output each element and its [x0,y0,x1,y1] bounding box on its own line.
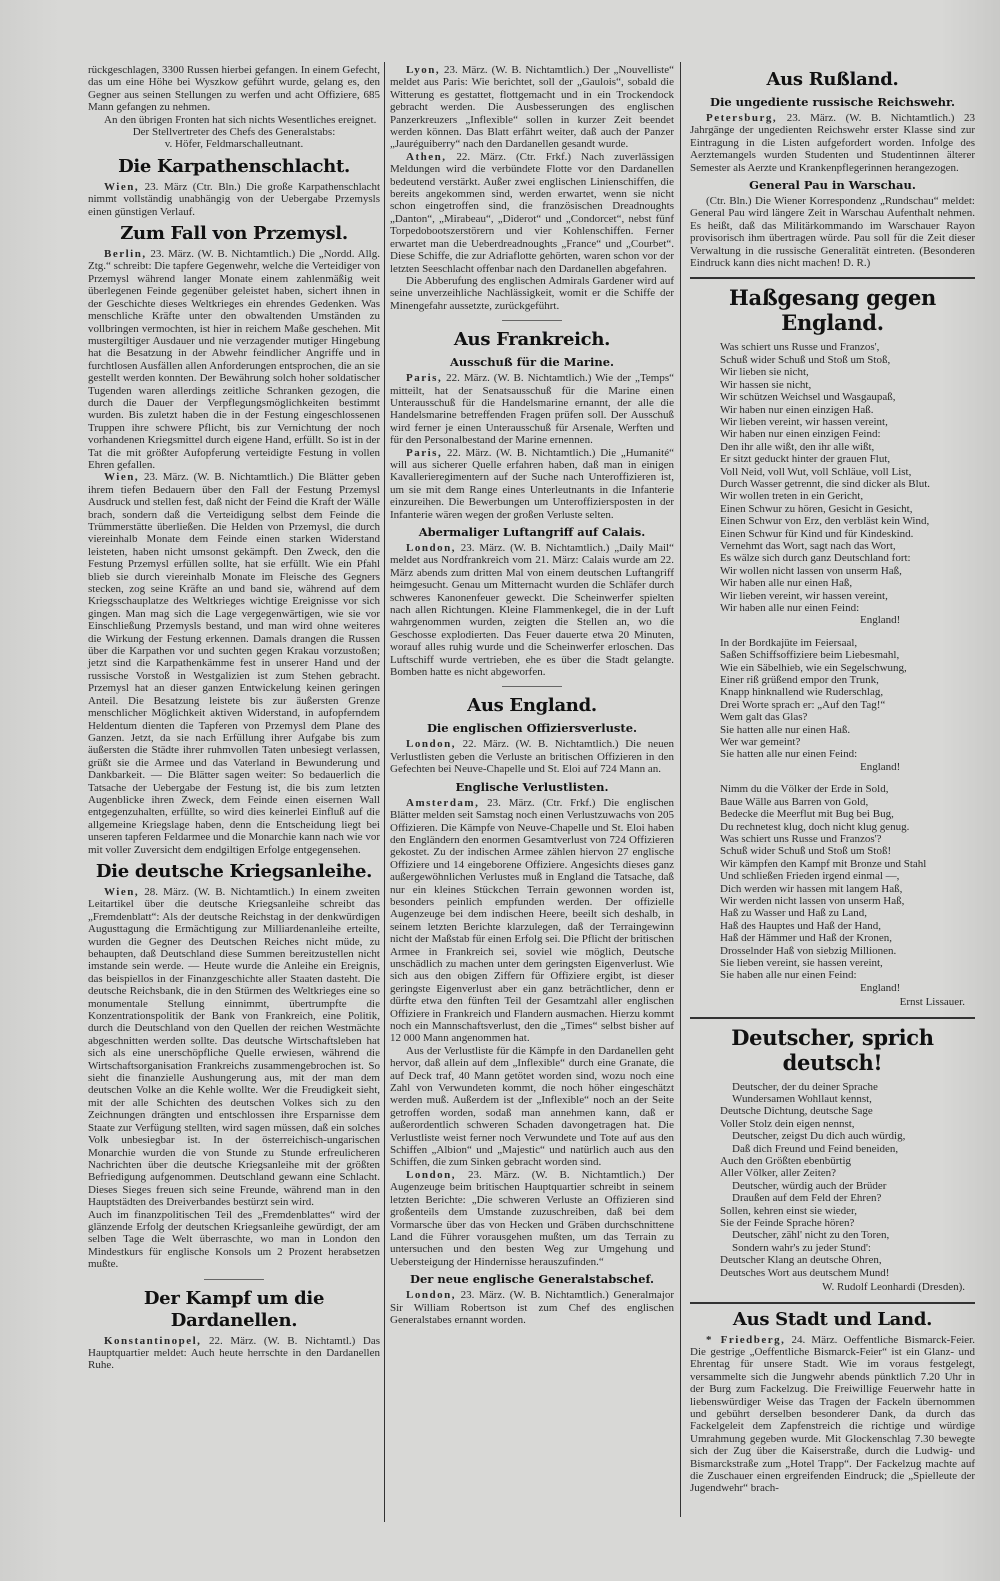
paragraph-text: Die Abberufung des englischen Admirals Gardener wird auf seine unverzeihliche Nachlässigkeit, womit er die Schiffe der Minengefahr aussetzte, zurückgeführt. [390,274,674,312]
dateline: London, [406,1289,456,1302]
paragraph-text: 24. März. Oeffentliche Bismarck-Feier. Die gestrige „Oeffentliche Bismarck-Feier“ ist ein Glanz- und Ehrentag für unsere Stadt. Wie im voraus festgelegt, versammelte sich die Jungwehr abends pünktlich 7.20 Uhr in der Burg zum Fackelzug. Die Freiwillige Feuerwehr hatte in liebenswürdiger Weise das Tragen der Fackeln übernommen und gebührt derselben besonderer Dank, da durch das Fackelgeleit dem Zapfenstreich die richtige und würdige Umrahmung gegeben wurde. Mit Glockenschlag 7.30 bewegte sich der Zug über die Kaiserstraße, durch die Ludwig- und Bismarckstraße zum „Hotel Trapp“. Der Fackelzug machte auf die Zuschauer einen ergreifenden Eindruck; die „Spielleute der Jugendwehr“ brach- [690,1333,975,1495]
poem-line: Deutscher, würdig auch der Brüder [732,1179,887,1192]
poem-line: Haß des Hauptes und Haß der Hand, [720,919,881,932]
dateline: Paris, [406,372,443,385]
poem-line: Voller Stolz dein eigen nennst, [720,1117,855,1130]
poem-author: Ernst Lissauer. [899,996,965,1009]
poem [720,1081,975,1280]
poem-line: Vernehmt das Wort, sagt nach das Wort, [720,539,896,552]
poem-line: Deutscher, zähl' nicht zu den Toren, [732,1229,890,1242]
dateline: Konstantinopel, [104,1334,202,1347]
poem-line: Wir schützen Weichsel und Wasgaupaß, [720,391,896,404]
poem-line: Wir werden nicht lassen von unserm Haß, [720,894,905,907]
poem-line: Voll Neid, voll Wut, voll Schläue, voll List, [720,465,912,478]
article-headline: Die Karpathenschlacht. [118,155,350,177]
section-divider [690,277,975,279]
poem-line: Drei Worte sprach er: „Auf den Tag!“ [720,698,886,711]
article-paragraph [390,151,674,275]
dateline: Wien, [104,471,140,484]
article-headline: Zum Fall von Przemysl. [120,223,348,245]
poem-line: Wir hassen sie nicht, [720,378,812,391]
poem-line: Schuß wider Schuß und Stoß um Stoß, [720,353,891,366]
paragraph-text: 23. März. (W. B. Nichtamtlich.) Der „Nouvelliste“ meldet aus Paris: Wie berichtet, soll der „Gaulois“, sobald die Witterung es gestattet, flottgemacht und in ein Trockendock gebracht werden. Die Ausbesserungen des englischen Panzerkreuzers „Inflexible“ sollen in kurzer Zeit beendet werden können. Das Blatt erfährt weiter, daß auch der Panzer „Jauréguiberry“ nach den Dardanellen gesandt wurde. [390,64,674,151]
poem-line: Wir haben alle nur einen Haß, [720,577,853,590]
short-divider [204,1279,264,1280]
article-paragraph [390,1045,674,1169]
poem-line: Und schließen Frieden irgend einmal —, [720,870,900,883]
poem-line: Was schiert uns Russe und Franzos', [720,341,880,354]
column-right [690,64,975,1495]
poem-refrain: England! [860,614,901,627]
poem-line: Draußen auf dem Feld der Ehren? [732,1192,882,1205]
poem-line: Bedecke die Meerflut mit Bug bei Bug, [720,808,894,821]
poem-line: Dich werden wir hassen mit langem Haß, [720,882,903,895]
paragraph-text: 23. März. (W. B. Nichtamtlich.) „Daily Mail“ meldet aus Nordfrankreich vom 21. März: Calais wurde am 22. März abends zum dritten Mal von einem deutschen Luftangriff heimgesucht. Genau um Mitternacht wurden die Schläfer durch schweres Kanonenfeuer geweckt. Die Scheinwerfer spielten nach allen Richtungen. Kleine Flammenkegel, die in der Luft wahrgenommen wurden, zeigten die Stellen an, wo die Geschosse explodierten. Das Feuer dauerte etwa 20 Minuten, worauf alles ruhig wurde und die Scheinwerfer erloschen. Das Luftschiff wurde vertrieben, ehe es über die Stadt gelangte. Bomben hatte es nicht abgeworfen. [390,542,674,679]
poem-line: Aller Völker, aller Zeiten? [720,1167,837,1180]
dateline: Amsterdam, [406,796,480,809]
poem-line: In der Bordkajüte im Feiersaal, [720,636,858,649]
article-paragraph [88,64,380,114]
dateline: Lyon, [406,64,441,76]
poem-line: Sie der Feinde Sprache hören? [720,1217,855,1230]
poem-line: Einen Schwur zu hören, Gesicht in Gesicht, [720,502,913,515]
poem-line: Baue Wälle aus Barren von Gold, [720,795,869,808]
column-rule [384,62,385,1522]
signature-line: v. Höfer, Feldmarschalleutnant. [164,138,304,151]
paragraph-text: 22. März. (W. B. Nichtamtlich.) Die „Humanité“ will aus sicherer Quelle erfahren haben, daß man in einigen Kavallerieregimentern auf der Suche nach Unteroffizieren ist, um sie mit dem Range eines Unterleutnants in die Infanterie einzureihen. Die Bewerbungen um Unteroffiziersposten in der Infanterie wären wegen der großen Verluste selten. [390,446,674,521]
paragraph-text: Aus der Verlustliste für die Kämpfe in den Dardanellen geht hervor, daß allein auf dem „Inflexible“ durch eine Granate, die auf Deck traf, 40 Mann getötet worden sind, wozu noch eine Zahl von Verwundeten kommt, die noch höher eingeschätzt werden muß. Außerdem ist der „Inflexible“ noch an der Seite getroffen worden, sodaß man annehmen kann, daß er außerordentlich schweren Schaden davongetragen hat. Die Verlustliste weist ferner noch Verwundete und Tote auf aus den Schiffen „Albion“ und „Majestic“ und natürlich auch aus den Schiffen, die zum Sinken gebracht worden sind. [390,1044,674,1169]
paragraph-text: 23. März. (W. B. Nichtamtlich.) Generalmajor Sir William Robertson ist zum Chef des englischen Generalstabes ernannt worden. [390,1289,674,1326]
article-paragraph [390,1289,674,1326]
signature-line: Der Stellvertreter des Chefs des Generalstabs: [132,126,336,139]
poem-line: Schuß wider Schuß und Stoß um Stoß! [720,845,892,858]
article-headline: Aus Frankreich. [453,329,611,351]
dateline: London, [406,1168,456,1181]
dateline: Berlin, [104,248,147,261]
paragraph-text: An den übrigen Fronten hat sich nichts Wesentliches ereignet. [104,113,377,126]
article-paragraph [88,1335,380,1372]
poem-line: Sondern wahr's zu jeder Stund': [732,1241,871,1254]
signature [88,126,380,151]
poem-line: Einer riß grüßend empor den Trunk, [720,674,879,687]
article-paragraph [690,1334,975,1495]
article-paragraph [690,112,975,174]
article-headline: Der Kampf um die Dardanellen. [143,1287,325,1331]
poem-line: Sie hatten alle nur einen Haß. [720,723,851,736]
poem [720,341,975,994]
article-paragraph [390,64,674,151]
poem-line: Nimm du die Völker der Erde in Sold, [720,783,889,796]
dateline: Petersburg, [706,112,778,124]
article-subheadline: Die ungediente russische Reichswehr. [709,95,956,109]
paragraph-text: 22. März. (Ctr. Frkf.) Nach zuverlässigen Meldungen wird die verbündete Flotte vor den Dardanellen bedeutend verstärkt. Außer zwei englischen Linienschiffen, die bereits angekommen sind, werden erwartet, wenn sie nicht schon eingetroffen sind, die französischen Dreadnoughts „Danton“, „Mirabeau“, „Diderot“ und „Condorcet“, nebst fünf Torpedobootszerstörern und vier Kohlenschiffen. Ferner erwartet man die Ueberdreadnoughts „France“ und „Courbet“. Diese Schiffe, die zur Adriaflotte gehörten, waren schon vor der letzten Seeschlacht offenbar nach den Dardanellen abgefahren. [390,150,674,275]
article-paragraph [88,114,380,126]
article-paragraph [88,181,380,218]
article-paragraph [390,275,674,312]
article-headline: Die deutsche Kriegsanleihe. [95,860,373,882]
article-headline: Aus England. [467,695,597,717]
column-rule [680,62,681,1517]
article-headline: Haßgesang gegen England. [729,285,936,336]
stanza-gap [720,627,975,637]
paragraph-text: 22. März. (W. B. Nichtamtl.) Das Hauptquartier meldet: Auch heute herrschte in den Dardanellen Ruhe. [88,1334,380,1372]
poem-line: Knapp hinknallend wie Ruderschlag, [720,686,884,699]
poem-line: Sollen, kehren einst sie wieder, [720,1204,858,1217]
article-paragraph [390,542,674,678]
poem-refrain: England! [860,760,901,773]
article-paragraph [88,471,380,856]
poem-line: Sie hatten alle nur einen Feind: [720,748,858,761]
poem-line: Wir haben alle nur einen Feind: [720,602,860,614]
dateline: Athen, [406,150,447,163]
paragraph-text: 22. März. (W. B. Nichtamtlich.) Wie der „Temps“ mitteilt, hat der Senatsausschuß für die Marine einen Unterausschuß für die Handelsmarine ernannt, der alle die Handelsmarine betreffenden Fragen prüfen soll. Der Ausschuß wird ferner je einen Unterausschuß für Arsenale, Werften und für den Personalbestand der Marine ernennen. [390,372,674,447]
poem-refrain: England! [860,981,901,994]
short-divider [502,686,562,687]
paragraph-text: 22. März. (W. B. Nichtamtlich.) Die neuen Verlustlisten geben die Verluste an britischen Offizieren in den Gefechten bei Neuve-Chapelle und St. Eloi auf 724 Mann an. [390,738,674,776]
paragraph-text: 23. März. (W. B. Nichtamtlich.) Die Blätter geben ihrem tiefen Bedauern über den Fall der Festung Przemysl Ausdruck und stellen fest, daß nicht der Feind die Kraft der Wälle brach, sondern daß die Verteidigung selbst dem Feinde die Trümmerstätte überließen. Die Helden von Przemysl, die durch viereinhalb Monate dem Feinde einen starken Widerstand leisteten, haben nicht umsonst gekämpft. Den Zweck, den die Festung Przemysl erfüllen sollte, hat sie erfüllt. Wie ein Pfahl blieb sie durch viereinhalb Monate im Fleische des Gegners stecken, zog seine Kräfte an und band sie, während auf dem Kriegsschauplatze des Weltkrieges wichtige Ereignisse vor sich gingen. Man mag sich die Lage vergegenwärtigen, wie sie vor Einschließung Przemysls bestand, und man wird ohne weiteres die Wirkung der Festung erkennen. Damals drangen die Russen über die Karpathen vor und suchten gegen Krakau vorzustoßen; jetzt sind die Karpathenkämme fest in unserer Hand und der russische Vorstoß in Westgalizien ist zum Stehen gebracht. Przemysl hat an dieser ganzen Entwickelung keinen geringen Anteil. Die Besatzung leistete bis zur äußersten Grenze menschlicher Möglichkeit aktiven Widerstand, in aufopferndem Heldentum dienten die Tapferen von Przemysl dem Plane des Ganzen. Jetzt, da sie nach Erfüllung ihrer Aufgabe bis zum äußersten die Städte ihrer ruhmvollen Taten unbesiegt verlassen, grüßt sie die Armee und das Vaterland in Bewunderung und Dankbarkeit. — Die Blätter sagen weiter: So bedauerlich die Tatsache der Uebergabe der Festung ist, die bis zum letzten Augenblicke ihren Zweck, dem Feinde einen eisernen Wall entgegenzuhalten, erfüllte, so wird dies keinerlei Einfluß auf die allgemeine Kriegslage haben, denn die Entscheidung liegt bei unseren tapferen Feldarmee und die Monarchie kann nach wie vor mit voller Zuversicht dem endgiltigen Erfolge entgegensehen. [88,471,380,856]
article-subheadline: Abermaliger Luftangriff auf Calais. [418,525,646,539]
dateline: * Friedberg, [706,1333,786,1346]
paragraph-text: 23. März. (W. B. Nichtamtlich.) 23 Jahrgänge der ungedienten Reichswehr erster Klasse sind zur Eintragung in die Listen aufgefordert worden. Infolge des Aerztemangels wurden Studenten und Studentinnen älterer Semester als Aerzte und Krankenpflegerinnen herangezogen. [690,112,975,174]
poem-line: Deutscher, zeigst Du dich auch würdig, [732,1130,906,1143]
poem-line: Auch den Größten ebenbürtig [720,1155,852,1168]
poem-line: Du rechnetest klug, doch nicht klug genug. [720,820,910,833]
poem-line: Wir wollen nicht lassen von unserm Haß, [720,564,902,577]
paragraph-text: 28. März. (W. B. Nichtamtlich.) In einem zweiten Leitartikel über die deutsche Kriegsanleihe schreibt das „Fremdenblatt“: Als der deutsche Reichstag in der denkwürdigen Augusttagung die Ermächtigung zur Milliardenanleihe erteilte, wurden die Gegner des Deutschen Reiches nicht müde, zu behaupten, daß Deutschland diese Summen bereitzustellen nicht imstande sein werde. — Heute wurde die Anleihe ein Ereignis, das beispiellos in der Finanzgeschichte aller Staaten dasteht. Die deutsche Reichsbank, die in den Stürmen des Weltkrieges eine so monumentale Stellung einnimmt, übertrumpfte die Konzentrationspolitik der Bank von Frankreich, eine Politik, durch die Deutschland von den Quellen der reichen Westmächte abgeschnitten werden sollte. Das deutsche Wirtschaftsleben hat sich als eine unerschöpfliche Quelle erwiesen, während die Wirtschaftsorganisation Frankreichs zusammengebrochen ist. So sieht die finanzielle Aushungerung aus, mit der man dem deutschen Volke an die Kehle wollte. Wer die Freudigkeit sieht, mit der alle Schichten des deutschen Volkes sich zu den Zeichnungen drängten und entschlossen ihre Ersparnisse dem Staate zur Verfügung stellten, wird sagen müssen, daß ein solches Volk unbesiegbar ist. In der österreichisch-ungarischen Monarchie wurden die von Stunde zu Stunde erfreulicheren Nachrichten über die deutsche Kriegsanleihe mit der größten Befriedigung aufgenommen. Deutschland gewann eine Schlacht. Dieses Sieges freuen sich seine Freunde, während man in den Hauptstädten des Dreiverbandes bestürzt sein wird. [88,885,380,1209]
dateline: Wien, [104,885,140,898]
paragraph-text: 23. März. (W. B. Nichtamtlich.) Die „Nordd. Allg. Ztg.“ schreibt: Die tapfere Gegenwehr, welche die Verteidiger von Przemysl während langer Monate einem zahlenmäßig weit überlegenen Feinde gegenüber geleistet haben, sichert ihnen in der Geschichte dieses Weltkrieges ein ehrendes Gedenken. Was menschliche Kräfte unter den obwaltenden Umständen zu vollbringen vermochten, ist hier in reichem Maße geschehen. Mit mustergiltiger Ausdauer und nie verzagender mutiger Hingebung hat die Besatzung in der Abwehr feindlicher Angriffe und in furchtlosen Ausfällen allen Anforderungen entsprochen, die an sie gestellt werden konnten. Der Bewährung solch hoher soldatischer Tugenden waren allerdings zeitliche Schranken gezogen, die durch die Dauer der Verpflegungsmöglichkeiten bestimmt wurden. Bis zuletzt haben die in der Festung eingeschlossenen Truppen ihre schwere Pflicht, bis zur Vernichtung der noch vorhandenen Kriegsmittel durch eigene Hand, erfüllt. So ist in der Tat die mit größter Aufopferung verteidigte Festung in vollen Ehren gefallen. [88,248,380,471]
poem-line: Wir kämpfen den Kampf mit Bronze und Stahl [720,857,927,870]
stanza-gap [720,773,975,783]
article-headline: Aus Rußland. [766,69,899,90]
poem-line: Drosselnder Haß von siebzig Millionen. [720,944,897,957]
column-left [88,64,380,1372]
article-headline: Deutscher, sprich deutsch! [731,1024,934,1075]
article-subheadline: Ausschuß für die Marine. [449,355,615,370]
poem-line: Einen Schwur von Erz, den verbläst kein Wind, [720,515,930,528]
article-paragraph [390,738,674,775]
poem-line: Deutsche Dichtung, deutsche Sage [720,1105,873,1118]
poem-line: Wir haben nur einen einzigen Haß. [720,403,874,416]
poem-line: Wir lieben sie nicht, [720,366,809,379]
poem-line: Wem galt das Glas? [720,711,808,724]
dateline: Wien, [104,180,140,193]
column-middle [390,64,674,1326]
article-paragraph [690,195,975,269]
paragraph-text: 23. März (Ctr. Bln.) Die große Karpathenschlacht nimmt vollständig unabhängig von der Uebergabe Przemysls einen günstigen Verlauf. [88,180,380,218]
article-paragraph [88,248,380,471]
section-divider [690,1017,975,1019]
article-subheadline: General Pau in Warschau. [749,178,916,193]
poem-line: Saßen Schiffsoffiziere beim Liebesmahl, [720,649,900,662]
poem-line: Er sitzt geduckt hinter der grauen Flut, [720,453,891,466]
poem-line: Deutscher, der du deiner Sprache [732,1080,878,1093]
poem-line: Durch Wasser getrennt, die sind dicker als Blut. [720,477,930,490]
poem-line: Was schiert uns Russe und Franzos'? [720,832,882,845]
article-paragraph [390,372,674,446]
poem-author: W. Rudolf Leonhardi (Dresden). [822,1281,965,1294]
article-subheadline: Der neue englische Generalstabschef. [410,1272,654,1287]
poem-line: Wir haben nur einen einzigen Feind: [720,428,881,441]
poem-line: Deutscher Klang an deutsche Ohren, [720,1254,882,1267]
article-paragraph [88,886,380,1209]
section-divider [690,1302,975,1304]
article-paragraph [88,1209,380,1271]
poem-line: Haß zu Wasser und Haß zu Land, [720,907,868,920]
article-subheadline: Englische Verlustlisten. [455,779,609,794]
poem-line: Wie ein Säbelhieb, wie ein Segelschwung, [720,661,907,674]
article-headline: Aus Stadt und Land. [732,1308,933,1330]
paragraph-text: Auch im finanzpolitischen Teil des „Fremdenblattes“ wird der glänzende Erfolg der deutschen Kriegsanleihe gewürdigt, der am selben Tage die Welt überraschte, wo man in London den Mindestkurs für englische Konsols um 2 Prozent herabsetzen mußte. [88,1208,380,1271]
poem-line: Wir lieben vereint, wir hassen vereint, [720,589,888,602]
poem-line: Haß der Hämmer und Haß der Kronen, [720,932,892,945]
short-divider [502,320,562,321]
poem-line: Wundersamen Wohllaut kennst, [732,1093,872,1105]
poem-line: Deutsches Wort aus deutschem Mund! [720,1266,890,1279]
dateline: London, [406,542,456,554]
poem-line: Wir wollen treten in ein Gericht, [720,490,864,503]
article-paragraph [390,447,674,521]
dateline: Paris, [406,446,443,459]
paragraph-text: (Ctr. Bln.) Die Wiener Korrespondenz „Rundschau“ meldet: General Pau wird längere Zeit in Warschau Aufenthalt nehmen. Es heißt, daß das Militärkommando im Warschauer Rayon provisorisch ihm übertragen würde. Pau soll für die Zeit dieser Verwaltung in die russische Generalität eintreten. (Besonderen Eindruck kann dies nicht machen! D. R.) [690,195,975,270]
article-paragraph [390,1169,674,1268]
poem-line: Einen Schwur für Kind und für Kindeskind. [720,527,914,540]
poem-line: Wir lieben vereint, wir hassen vereint, [720,415,888,428]
poem-line: Daß dich Freund und Feind beneiden, [732,1142,899,1155]
poem-line: Den ihr alle wißt, den ihr alle wißt, [720,440,875,453]
paragraph-text: 23. März. (Ctr. Frkf.) Die englischen Blätter melden seit Samstag noch einen Verlustzuwachs von 205 Offizieren. Die Kämpfe von Neuve-Chapelle und St. Eloi haben den Engländern den enormen Gesamtverlust von 724 Offizieren gekostet. Zu der indischen Armee zählen hiervon 27 englische Offiziere und 14 eingeborene Offiziere. Angesichts dieses ganz außergewöhnlichen Verlustes muß in England die Tatsache, daß nur ein kleines Stückchen Terrain gewonnen worden ist, besonders peinlich empfunden werden. Der offizielle Augenzeuge bei dem indischen Heere, beeilt sich deshalb, in seinem letzten Berichte klarzulegen, daß der Terraingewinn nicht der Maßstab für einen Erfolg sei. Die Pflicht der britischen Armee in Frankreich sei, soviel wie möglich, Deutsche unschädlich zu machen unter dem geringsten Eigenverlust. Wie sich aus den obigen Ziffern für Offiziere ergibt, ist dieser geringste Eigenverlust aber ein ganz beträchtlicher, denn er dürfte etwa den fünften Teil der Gesamtzahl aller englischen Offiziere in Frankreich und Flandern ausmachen. Hierzu kommt noch ein Mannschaftsverlust, den die „Times“ selbst bisher auf 12 000 Mann angenommen hat. [390,796,674,1045]
poem-line: Sie haben alle nur einen Feind: [720,969,857,982]
paragraph-text: 23. März. (W. B. Nichtamtlich.) Der Augenzeuge beim britischen Hauptquartier schreibt in seinem letzten Berichte: „Die schweren Verluste an Offizieren sind großenteils dem Umstande zuzuschreiben, daß bei dem Vormarsche über das von Hecken und Gräben durchschnittene Land die Führer vorausgehen mußten, um das Terrain zu untersuchen und den besten Weg zur Umgehung und Uebersteigung der Hindernisse herauszufinden.“ [390,1168,674,1268]
poem-line: Es wälze sich durch ganz Deutschland fort: [720,552,911,565]
dateline: London, [406,738,456,751]
article-subheadline: Die englischen Offiziersverluste. [426,721,638,736]
poem-line: Wer war gemeint? [720,736,801,749]
paragraph-text: rückgeschlagen, 3300 Russen hierbei gefangen. In einem Gefecht, das um eine Höhe bei Wyszkow geführt wurde, gelang es, den Gegner aus seinen Stellungen zu werfen und acht Offiziere, 685 Mann gefangen zu nehmen. [88,64,380,114]
article-paragraph [390,797,674,1045]
poem-line: Sie lieben vereint, sie hassen vereint, [720,956,883,969]
